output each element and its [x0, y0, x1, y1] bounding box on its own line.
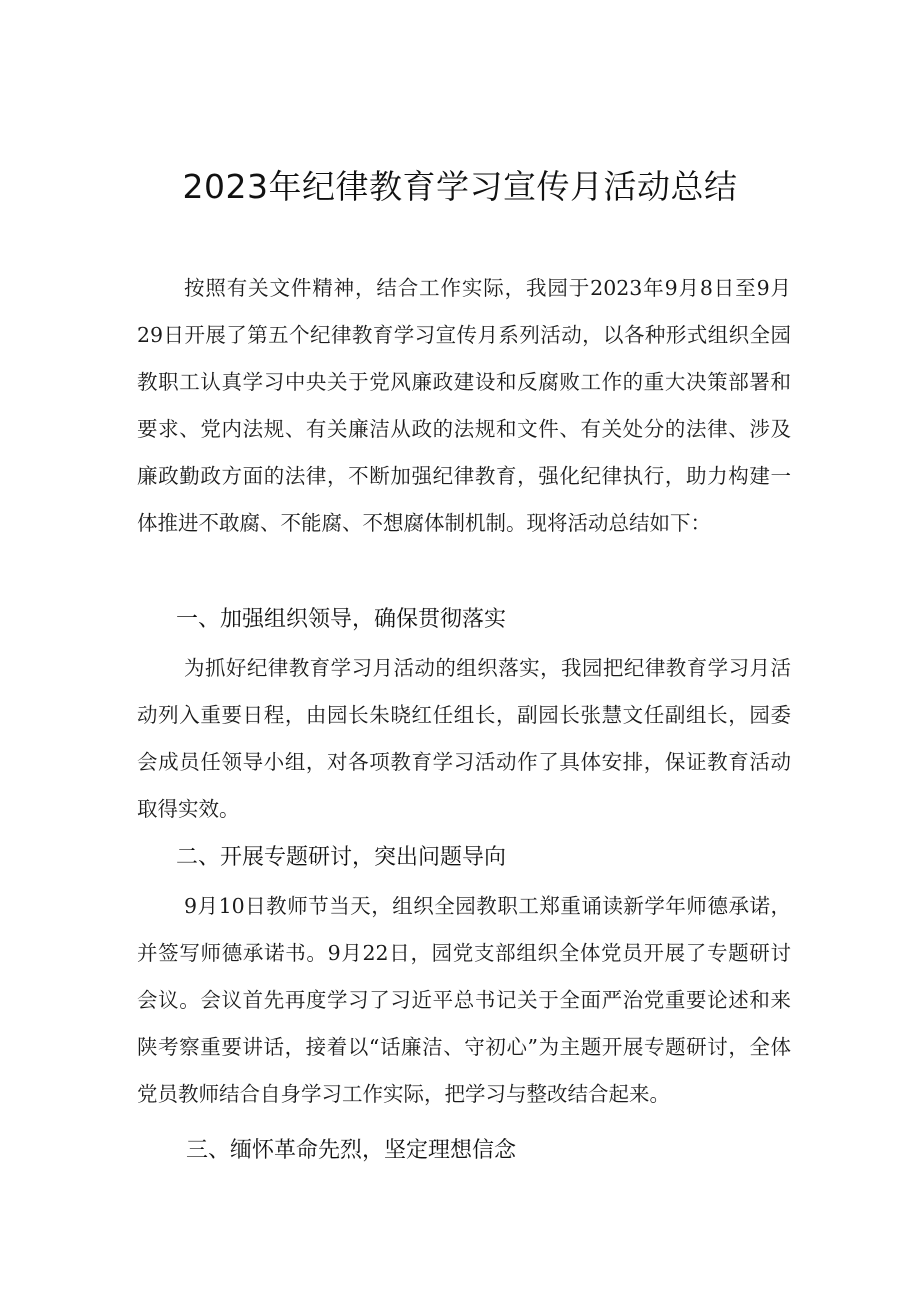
section-body-1: 为抓好纪律教育学习月活动的组织落实，我园把纪律教育学习月活动列入重要日程，由园长朱晓红任组长，副园长张慧文任副组长，园委会成员任领导小组，对各项教育学习活动作了具体安排，保证教育活动取得实效。 — [137, 656, 791, 821]
section-body-2: 9月10日教师节当天，组织全园教职工郑重诵读新学年师德承诺，并签写师德承诺书。9月22日，园党支部组织全体党员开展了专题研讨会议。会议首先再度学习了习近平总书记关于全面严治党重要论述和来陕考察重要讲话，接着以“话廉洁、守初心”为主题开展专题研讨，全体党员教师结合自身学习工作实际，把学习与整改结合起来。 — [137, 894, 791, 1106]
intro-paragraph: 按照有关文件精神，结合工作实际，我园于2023年9月8日至9月29日开展了第五个纪律教育学习宣传月系列活动，以各种形式组织全园教职工认真学习中央关于党风廉政建设和反腐败工作的重大决策部署和要求、党内法规、有关廉洁从政的法规和文件、有关处分的法律、涉及廉政勤政方面的法律，不断加强纪律教育，强化纪律执行，助力构建一体推进不敢腐、不能腐、不想腐体制机制。现将活动总结如下： — [137, 276, 791, 535]
section-heading-1: 一、加强组织领导，确保贯彻落实 — [176, 607, 507, 632]
section-heading-2: 二、开展专题研讨，突出问题导向 — [176, 845, 507, 870]
document-title: 2023年纪律教育学习宣传月活动总结 — [182, 167, 738, 206]
section-heading-3: 三、缅怀革命先烈，坚定理想信念 — [186, 1138, 517, 1163]
